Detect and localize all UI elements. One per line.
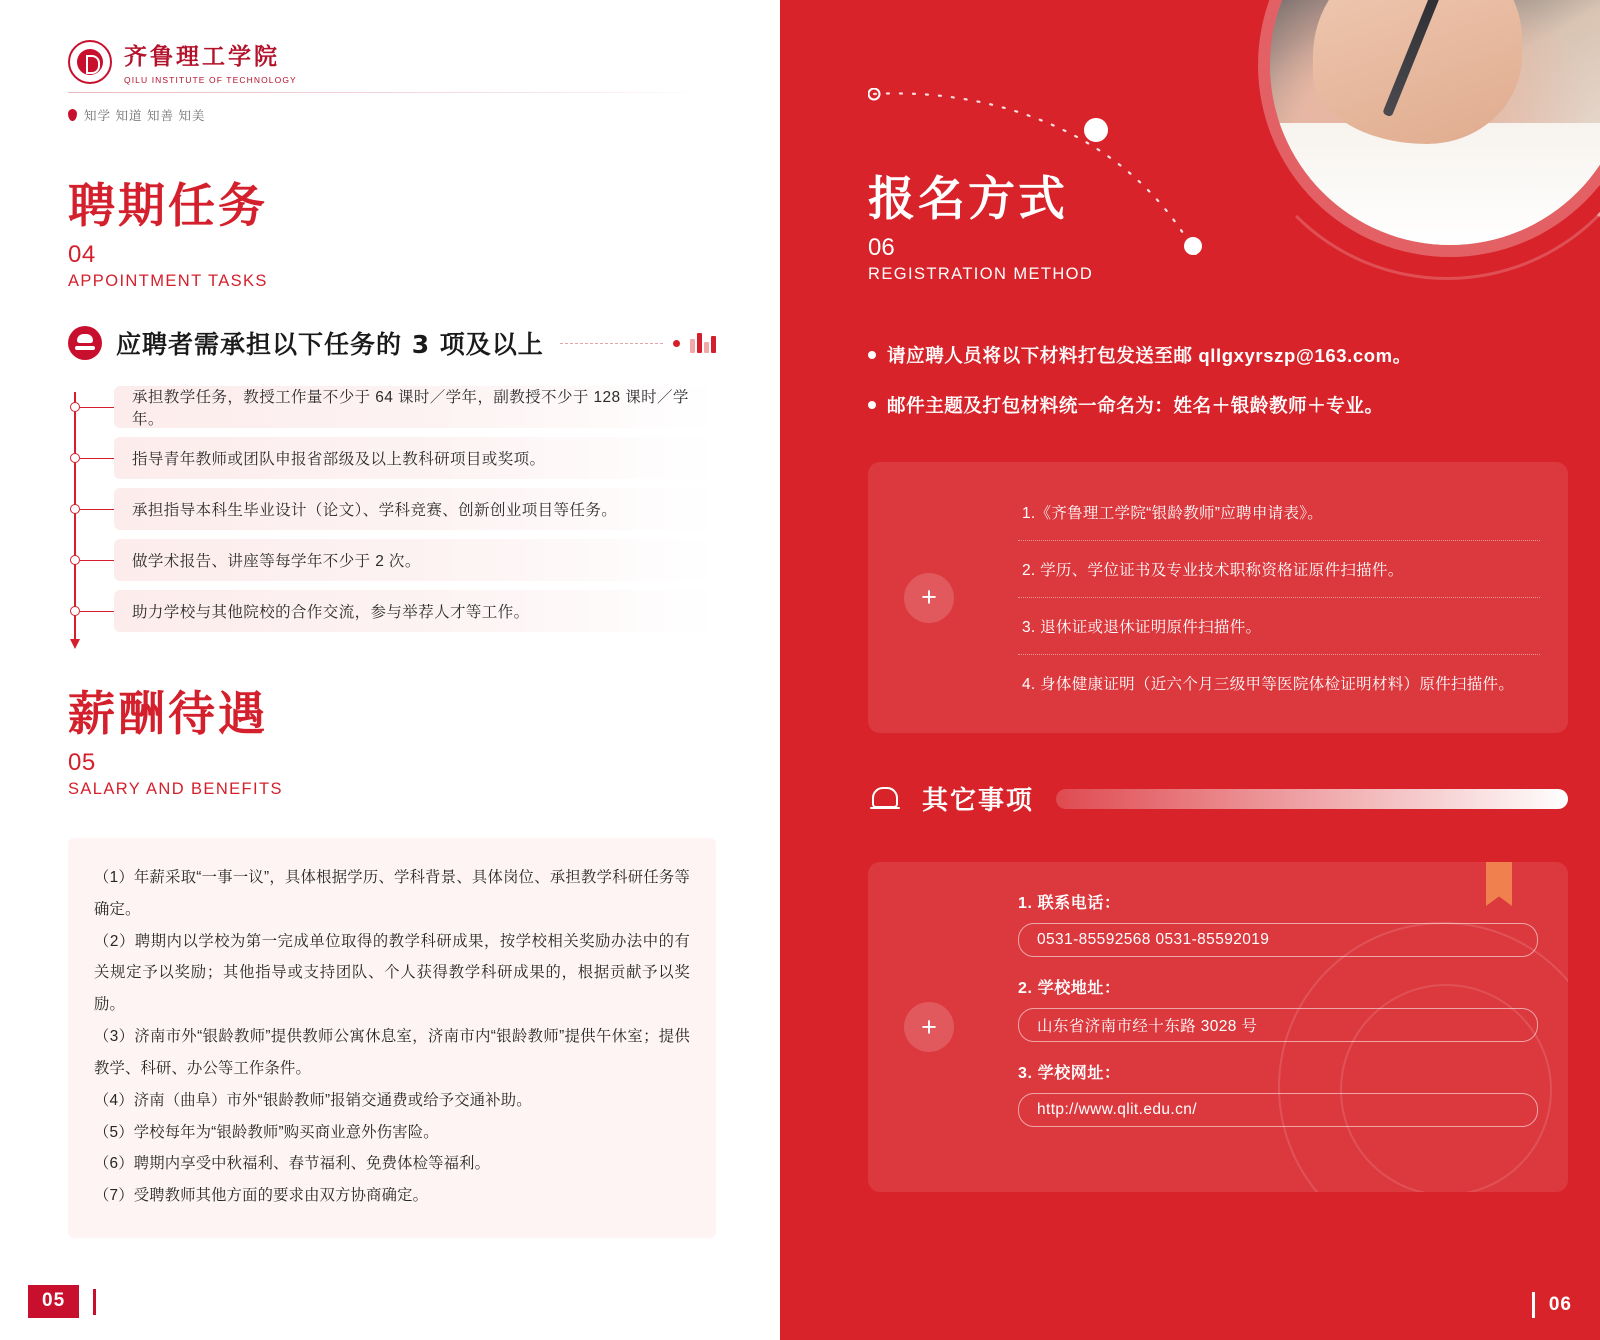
salary-item: （2）聘期内以学校为第一完成单位取得的教学科研成果，按学校相关奖励办法中的有关规定予以奖励；其他指导或支持团队、个人获得教学科研成果的，根据贡献予以奖励。 (94, 932, 690, 1014)
hero-photo-image (1270, 0, 1600, 245)
section-appointment-tasks-heading (68, 179, 268, 291)
section-05-title: 薪酬待遇 (68, 687, 268, 742)
timeline-node-icon (70, 504, 80, 514)
logo-name-en: QILU INSTITUTE OF TECHNOLOGY (124, 75, 297, 85)
plus-icon: + (904, 1002, 954, 1052)
salary-item: （3）济南市外“银龄教师”提供教师公寓休息室，济南市内“银龄教师”提供午休室；提供教学、科研、办公等工作条件。 (94, 1028, 690, 1077)
contact-card (868, 862, 1568, 1192)
contact-website-value[interactable]: http://www.qlit.edu.cn/ (1018, 1093, 1538, 1127)
footer-bar (1532, 1292, 1535, 1318)
timeline-connector (80, 407, 114, 408)
section-05-number: 05 (68, 748, 96, 776)
section-04-title: 聘期任务 (68, 179, 268, 234)
timeline-connector (80, 509, 114, 510)
task-text: 承担指导本科生毕业设计（论文）、学科竞赛、创新创业项目等任务。 (114, 488, 716, 530)
section-06-en: REGISTRATION METHOD (868, 264, 1094, 283)
task-item (68, 386, 716, 428)
registration-bullet-text: 请应聘人员将以下材料打包发送至邮 qllgxyrszp@163.com。 (887, 345, 1412, 366)
timeline-connector (80, 611, 114, 612)
salary-item: （6）聘期内享受中秋福利、春节福利、免费体检等福利。 (94, 1155, 491, 1173)
task-item (68, 539, 716, 581)
section-salary-heading (68, 687, 283, 799)
left-page (0, 0, 780, 1340)
school-motto (68, 106, 205, 124)
subheading-dashed-line (560, 343, 663, 344)
section-04-en: APPOINTMENT TASKS (68, 271, 268, 290)
bullet-dot-icon (868, 351, 876, 359)
salary-item: （5）学校每年为“银龄教师”购买商业意外伤害险。 (94, 1123, 439, 1141)
subheading-dot-icon (673, 340, 680, 347)
material-item: 1.《齐鲁理工学院“银龄教师”应聘申请表》。 (1018, 484, 1540, 541)
section-05-en: SALARY AND BENEFITS (68, 779, 283, 798)
stamp-icon (868, 781, 908, 817)
contact-phone-value: 0531-85592568 0531-85592019 (1018, 923, 1538, 957)
contact-label: 2. 学校地址： (1018, 980, 1121, 997)
task-item (68, 437, 716, 479)
timeline-node-icon (70, 453, 80, 463)
material-item: 4. 身体健康证明（近六个月三级甲等医院体检证明材料）原件扫描件。 (1022, 676, 1515, 693)
left-page-number: 05 (28, 1285, 79, 1318)
salary-benefits-box (68, 838, 716, 1238)
salary-item: （1）年薪采取“一事一议”，具体根据学历、学科背景、具体岗位、承担教学科研任务等确定。 (94, 869, 690, 918)
task-text: 指导青年教师或团队申报省部级及以上教科研项目或奖项。 (114, 437, 716, 479)
motto-text: 知学 知道 知善 知美 (84, 109, 206, 123)
registration-bullet (868, 392, 1568, 420)
header-divider (68, 92, 712, 93)
material-item: 3. 退休证或退休证明原件扫描件。 (1018, 598, 1540, 655)
hero-photo (1270, 0, 1600, 245)
task-text: 助力学校与其他院校的合作交流，参与举荐人才等工作。 (114, 590, 716, 632)
registration-bullet-text: 邮件主题及打包材料统一命名为：姓名＋银龄教师＋专业。 (887, 395, 1384, 416)
heading-gradient-bar (1056, 789, 1568, 809)
footer-bar (93, 1289, 96, 1315)
right-page (780, 0, 1600, 1340)
contact-address-value: 山东省济南市经十东路 3028 号 (1018, 1008, 1538, 1042)
timeline-node-icon (70, 555, 80, 565)
other-matters-heading (868, 780, 1568, 817)
materials-card (868, 462, 1568, 733)
other-matters-title: 其它事项 (922, 786, 1035, 816)
motto-marker-icon (68, 109, 77, 121)
salary-item: （7）受聘教师其他方面的要求由双方协商确定。 (94, 1187, 429, 1205)
section-registration-heading (868, 172, 1094, 284)
tasks-subheading (68, 325, 716, 361)
plus-icon: + (904, 573, 954, 623)
contact-label: 1. 联系电话： (1018, 895, 1121, 912)
logo-emblem-icon (68, 40, 112, 84)
tasks-subheading-text: 应聘者需承担以下任务的 3 项及以上 (116, 330, 544, 359)
timeline-connector (80, 458, 114, 459)
logo-watermark (1278, 922, 1568, 1192)
section-06-title: 报名方式 (868, 172, 1068, 227)
school-logo (68, 38, 297, 85)
timeline-connector (80, 560, 114, 561)
logo-name-cn: 齐鲁理工学院 (124, 43, 280, 70)
task-text: 承担教学任务，教授工作量不少于 64 课时／学年，副教授不少于 128 课时／学年。 (114, 386, 716, 428)
task-item (68, 488, 716, 530)
left-page-footer (28, 1285, 96, 1318)
contact-label: 3. 学校网址： (1018, 1065, 1121, 1082)
right-page-number: 06 (1548, 1294, 1572, 1315)
task-item (68, 590, 716, 632)
registration-bullet (868, 342, 1568, 370)
section-04-number: 04 (68, 240, 96, 268)
timeline-node-icon (70, 606, 80, 616)
badge-icon (68, 326, 102, 360)
books-icon (690, 333, 716, 353)
bullet-dot-icon (868, 401, 876, 409)
tasks-list (68, 386, 716, 641)
right-page-footer (1532, 1292, 1572, 1318)
salary-item: （4）济南（曲阜）市外“银龄教师”报销交通费或给予交通补助。 (94, 1091, 532, 1109)
timeline-node-icon (70, 402, 80, 412)
section-06-number: 06 (868, 233, 895, 261)
task-text: 做学术报告、讲座等每学年不少于 2 次。 (114, 539, 716, 581)
material-item: 2. 学历、学位证书及专业技术职称资格证原件扫描件。 (1018, 541, 1540, 598)
